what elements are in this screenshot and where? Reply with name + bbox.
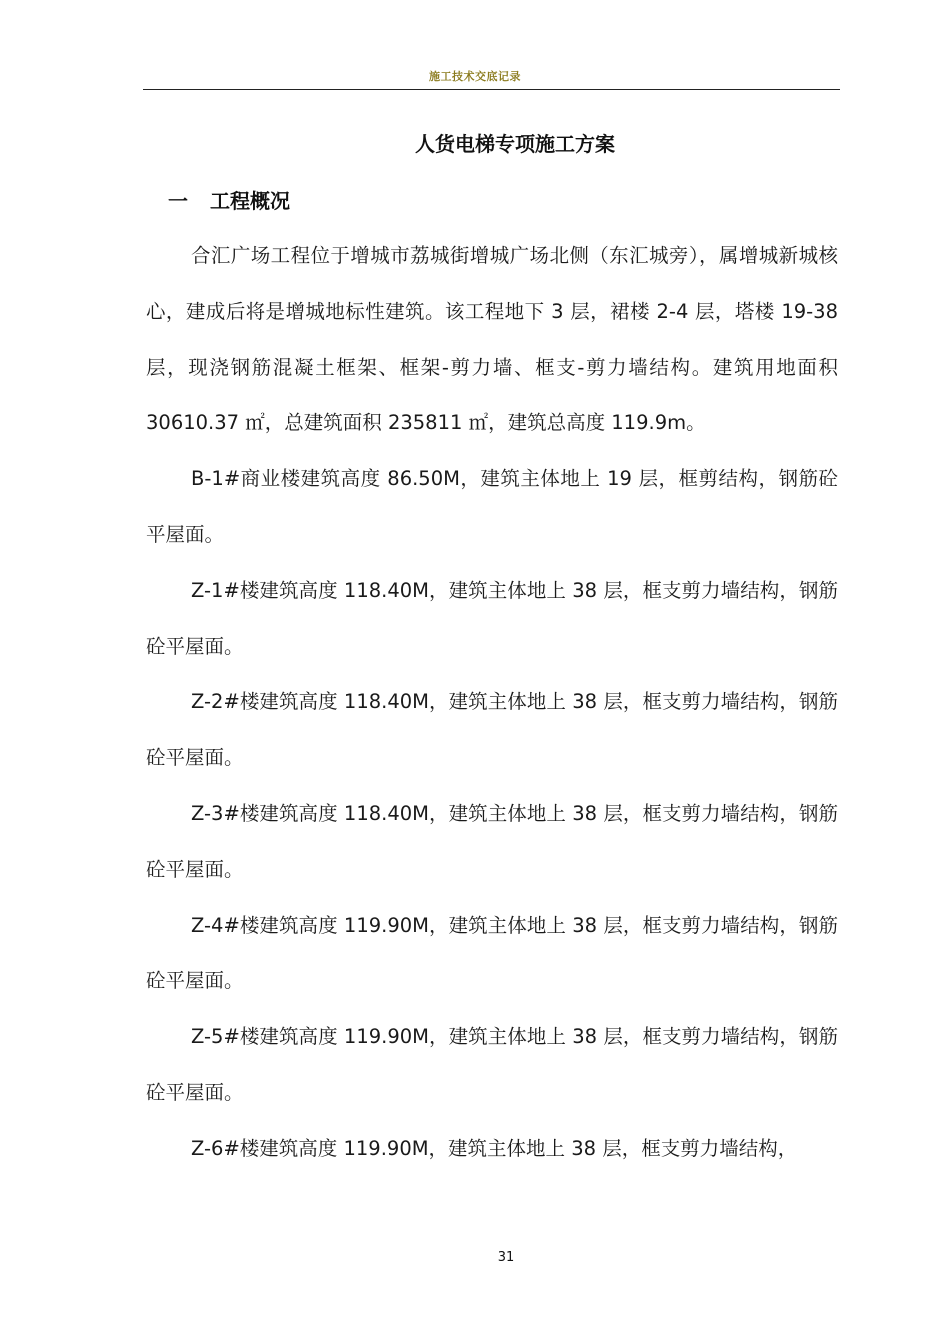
section-title: 工程概况 bbox=[210, 189, 290, 213]
paragraph: B-1#商业楼建筑高度 86.50M，建筑主体地上 19 层，框剪结构，钢筋砼平屋面。 bbox=[146, 467, 838, 546]
header-divider bbox=[143, 89, 840, 90]
body-text bbox=[146, 228, 838, 1177]
paragraph: Z-5#楼建筑高度 119.90M，建筑主体地上 38 层，框支剪力墙结构，钢筋砼平屋面。 bbox=[146, 1025, 838, 1104]
paragraph: Z-3#楼建筑高度 118.40M，建筑主体地上 38 层，框支剪力墙结构，钢筋砼平屋面。 bbox=[146, 801, 838, 881]
section-heading bbox=[168, 185, 290, 214]
section-number: 一 bbox=[168, 189, 188, 213]
paragraph: 合汇广场工程位于增城市荔城街增城广场北侧（东汇城旁），属增城新城核心，建成后将是增城地标性建筑。该工程地下 3 层，裙楼 2-4 层，塔楼 19-38 层，现浇钢筋混凝土框架、框架-剪力墙、框支-剪力墙结构。建筑用地面积 30610.37 ㎡，总建筑面积 235811 ㎡，建筑总高度 119.9m。 bbox=[146, 244, 838, 435]
paragraph: Z-4#楼建筑高度 119.90M，建筑主体地上 38 层，框支剪力墙结构，钢筋砼平屋面。 bbox=[146, 913, 838, 993]
paragraph: Z-1#楼建筑高度 118.40M，建筑主体地上 38 层，框支剪力墙结构，钢筋砼平屋面。 bbox=[146, 578, 838, 658]
document-title: 人货电梯专项施工方案 bbox=[415, 132, 615, 156]
page-number: 31 bbox=[497, 1250, 515, 1265]
paragraph: Z-6#楼建筑高度 119.90M，建筑主体地上 38 层，框支剪力墙结构， bbox=[191, 1136, 798, 1160]
paragraph: Z-2#楼建筑高度 118.40M，建筑主体地上 38 层，框支剪力墙结构，钢筋砼平屋面。 bbox=[146, 690, 838, 770]
running-header: 施工技术交底记录 bbox=[429, 70, 521, 83]
